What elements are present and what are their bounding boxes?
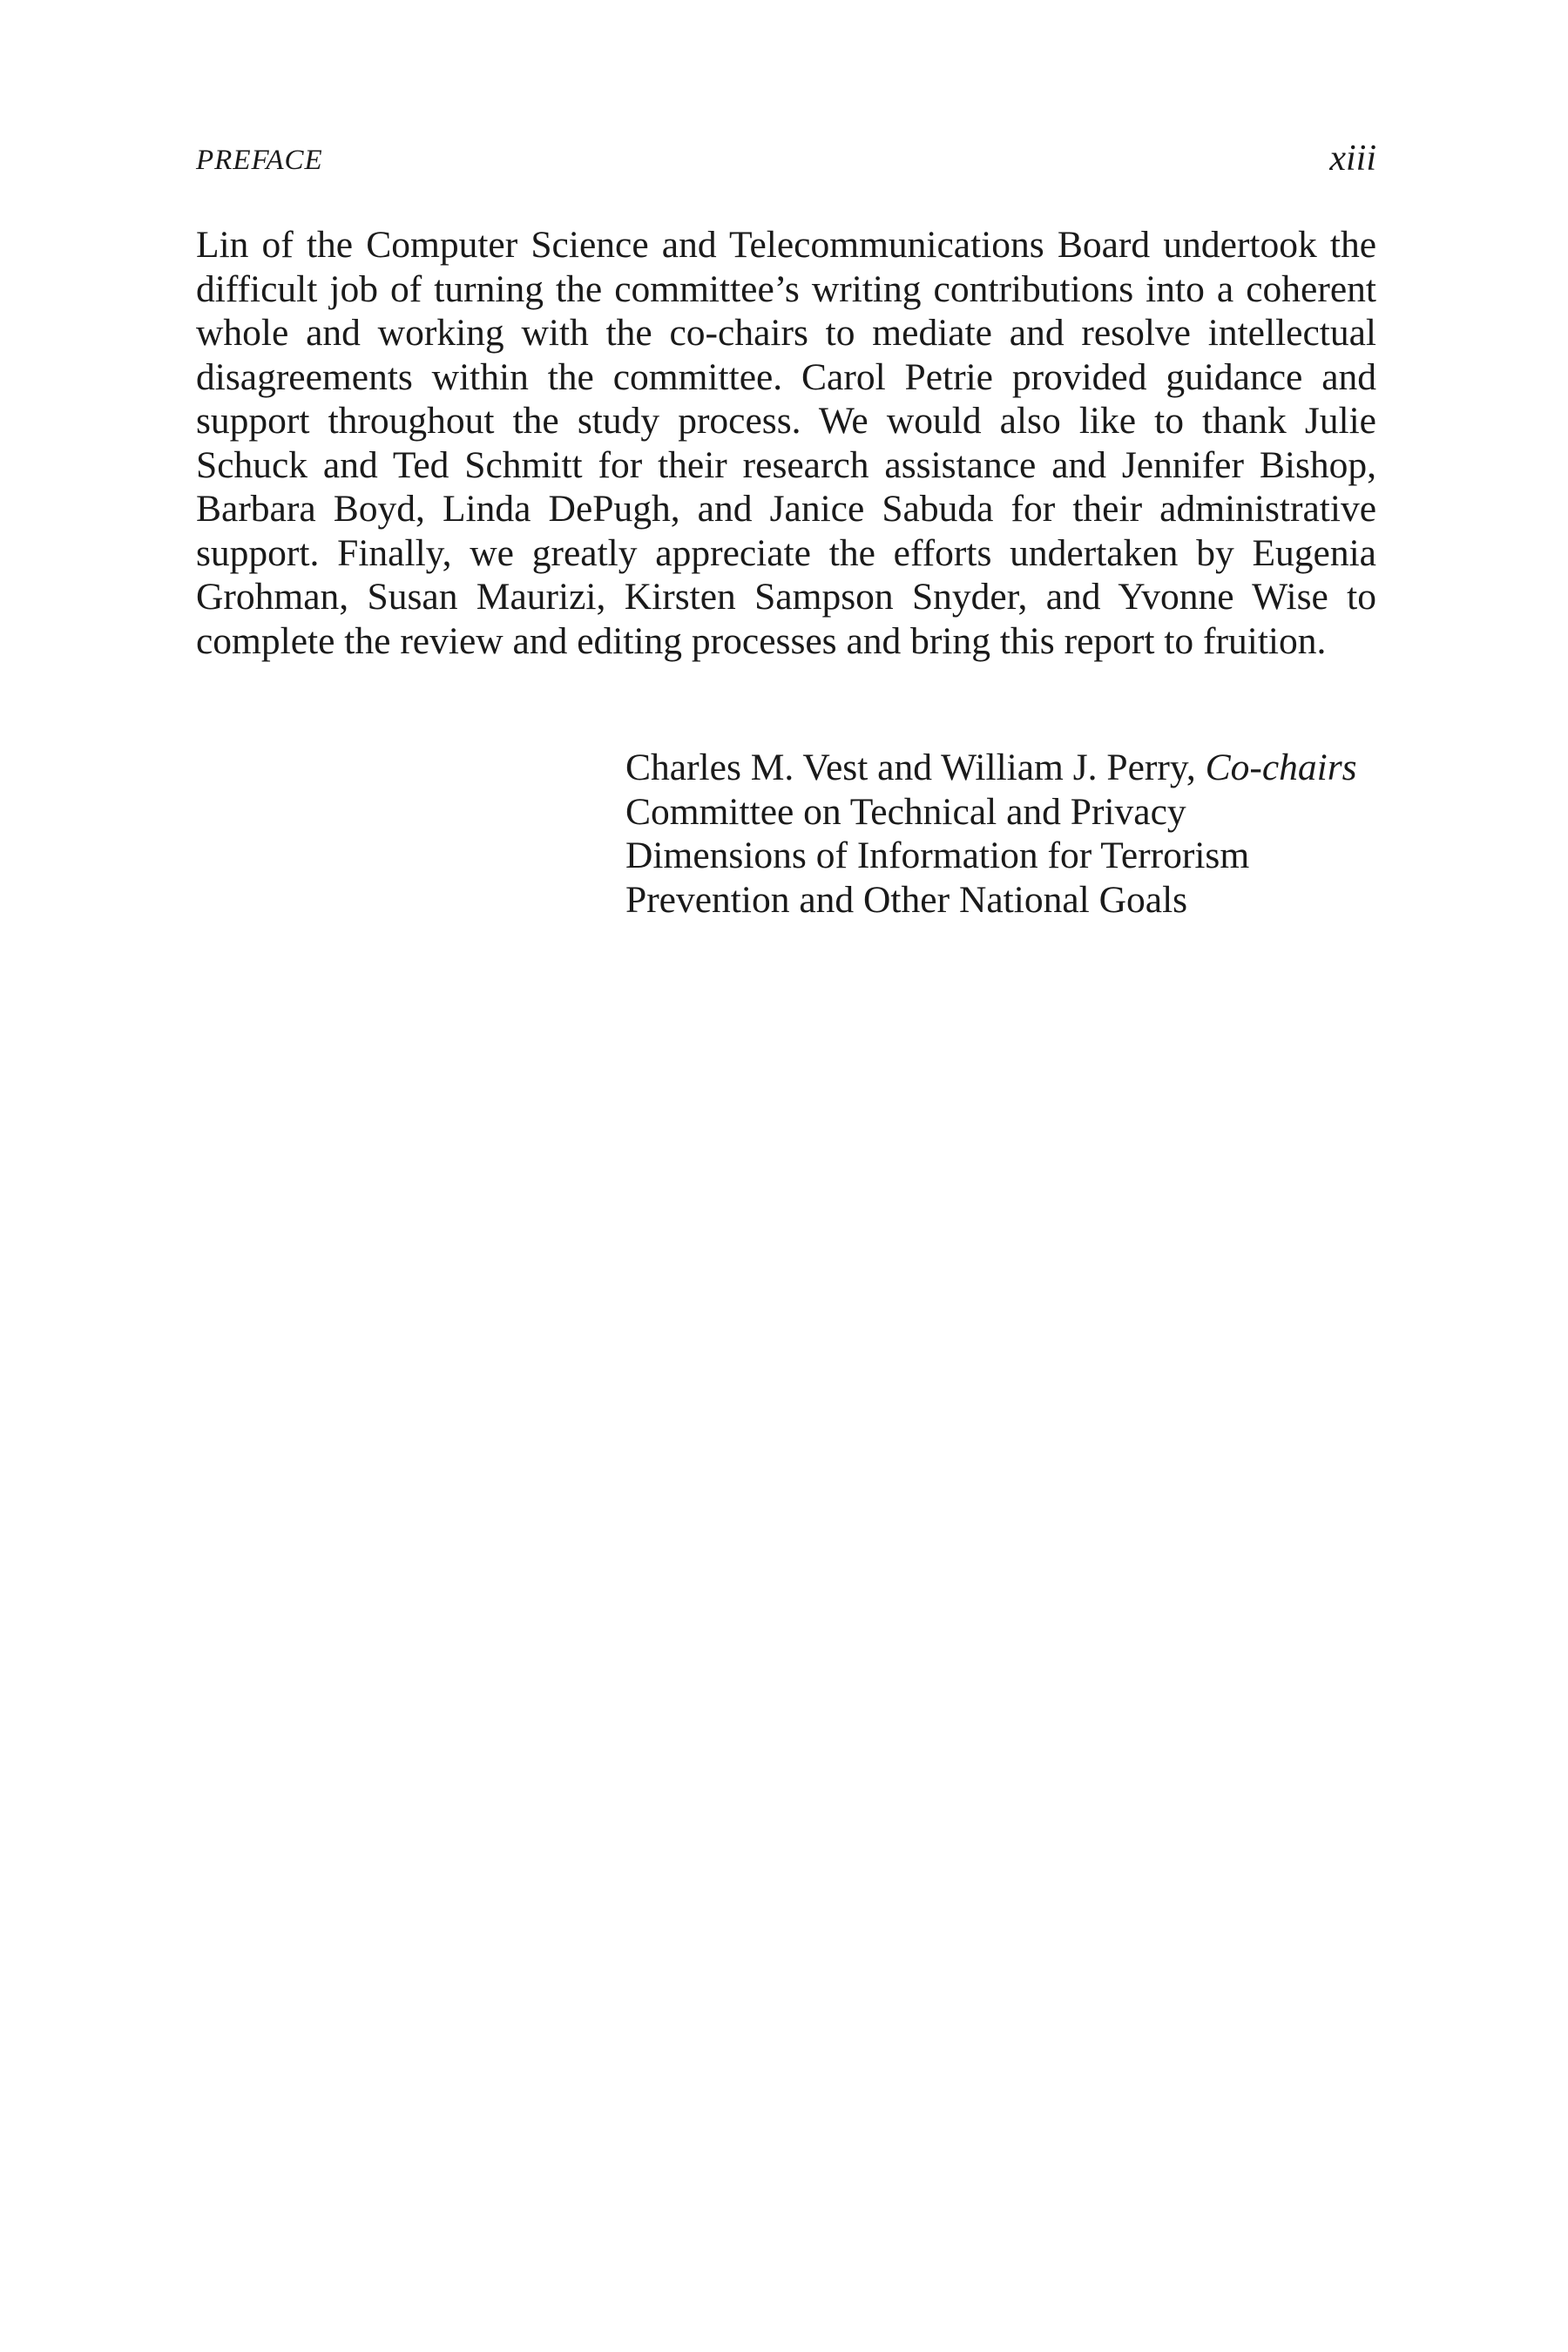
running-head (196, 138, 1376, 181)
page-number: xiii (1329, 139, 1376, 179)
committee-line-1: Committee on Technical and Privacy (625, 790, 1186, 833)
signatory-role: Co-chairs (1205, 747, 1357, 788)
signature-names-line (625, 746, 1392, 790)
body-paragraph: Lin of the Computer Science and Telecommunications Board undertook the difficult job of turning the committee’s writing contributions into a coherent whole and working with the co-chairs to mediate and resolve intellectual disagreements within the committee. Carol Petrie provided guidance and support throughout the study process. We would also like to thank Julie Schuck and Ted Schmitt for their research assistance and Jennifer Bishop, Barbara Boyd, Linda DePugh, and Janice Sabuda for their administrative support. Finally, we greatly appreciate the efforts undertaken by Eugenia Grohman, Susan Maurizi, Kirsten Sampson Snyder, and Yvonne Wise to complete the review and editing processes and bring this report to fruition. (196, 224, 1376, 662)
signature-block (625, 746, 1392, 922)
section-title: PREFACE (196, 145, 323, 176)
committee-line-2: Dimensions of Information for Terrorism (625, 835, 1250, 876)
committee-line-3: Prevention and Other National Goals (625, 878, 1188, 921)
signatory-names: Charles M. Vest and William J. Perry, (625, 747, 1196, 788)
